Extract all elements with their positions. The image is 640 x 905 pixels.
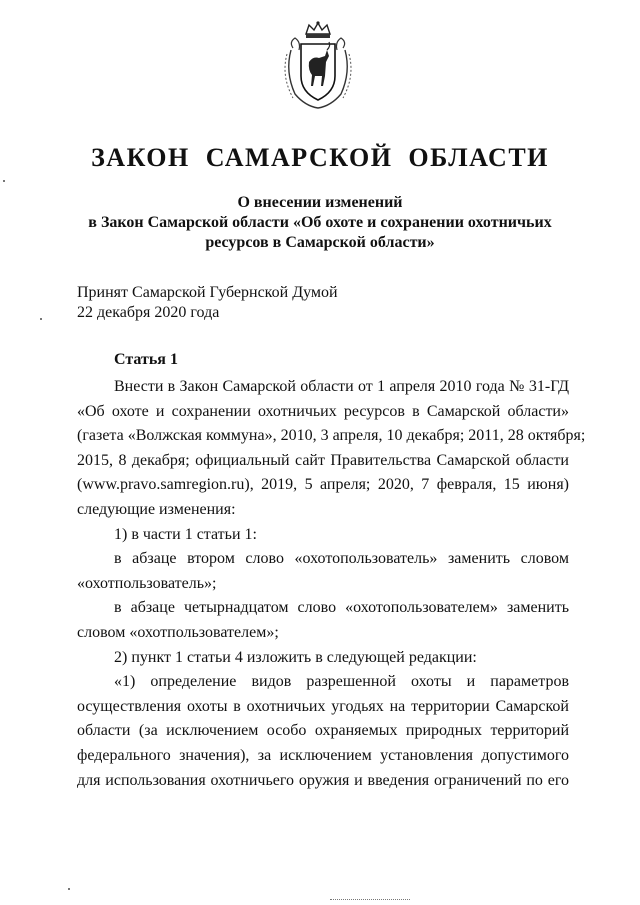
scan-speck bbox=[3, 180, 5, 182]
samara-coat-of-arms-emblem bbox=[279, 20, 357, 110]
text-line: Внести в Закон Самарской области от 1 апреля 2010 года № 31-ГД bbox=[114, 378, 569, 395]
adoption-date: 22 декабря 2020 года bbox=[77, 304, 220, 321]
article-title: Статья 1 bbox=[114, 351, 178, 368]
adoption-info bbox=[77, 283, 338, 323]
text-line: 2015, 8 декабря; официальный сайт Правительства Самарской области bbox=[77, 451, 569, 469]
text-line: для использования охотничьего оружия и введения ограничений по его bbox=[77, 771, 569, 789]
text-line: федерального значения), за исключением установления допустимого bbox=[77, 746, 569, 764]
text-line: 2) пункт 1 статьи 4 изложить в следующей редакции: bbox=[114, 648, 477, 666]
text-line: в абзаце четырнадцатом слово «охотопользователем» заменить bbox=[114, 599, 569, 617]
scan-speck bbox=[68, 888, 70, 890]
text-line: следующие изменения: bbox=[77, 500, 236, 518]
law-subtitle bbox=[60, 193, 580, 253]
scan-footer-marks bbox=[330, 895, 410, 900]
subtitle-line: О внесении изменений bbox=[237, 194, 403, 211]
subtitle-line: ресурсов в Самарской области» bbox=[205, 234, 435, 251]
text-line: (www.pravo.samregion.ru), 2019, 5 апреля; 2020, 7 февраля, 15 июня) bbox=[77, 476, 569, 494]
text-line: 1) в части 1 статьи 1: bbox=[114, 525, 257, 543]
article-body bbox=[77, 375, 586, 793]
adoption-body: Принят Самарской Губернской Думой bbox=[77, 284, 338, 301]
text-line: «Об охоте и сохранении охотничьих ресурсов в Самарской области» bbox=[77, 402, 569, 420]
text-line: области (за исключением особо охраняемых природных территорий bbox=[77, 722, 569, 740]
text-line: «охотпользователь»; bbox=[77, 574, 217, 592]
text-line: в абзаце втором слово «охотопользователь» заменить словом bbox=[114, 550, 569, 568]
subtitle-line: в Закон Самарской области «Об охоте и сохранении охотничьих bbox=[88, 214, 552, 231]
text-line: осуществления охоты в охотничьих угодьях на территории Самарской bbox=[77, 697, 569, 715]
scan-speck bbox=[40, 318, 42, 320]
text-line: (газета «Волжская коммуна», 2010, 3 апреля, 10 декабря; 2011, 28 октября; bbox=[77, 427, 586, 445]
text-line: «1) определение видов разрешенной охоты и параметров bbox=[114, 673, 569, 691]
law-title: ЗАКОН САМАРСКОЙ ОБЛАСТИ bbox=[91, 143, 549, 172]
text-line: словом «охотпользователем»; bbox=[77, 623, 279, 641]
